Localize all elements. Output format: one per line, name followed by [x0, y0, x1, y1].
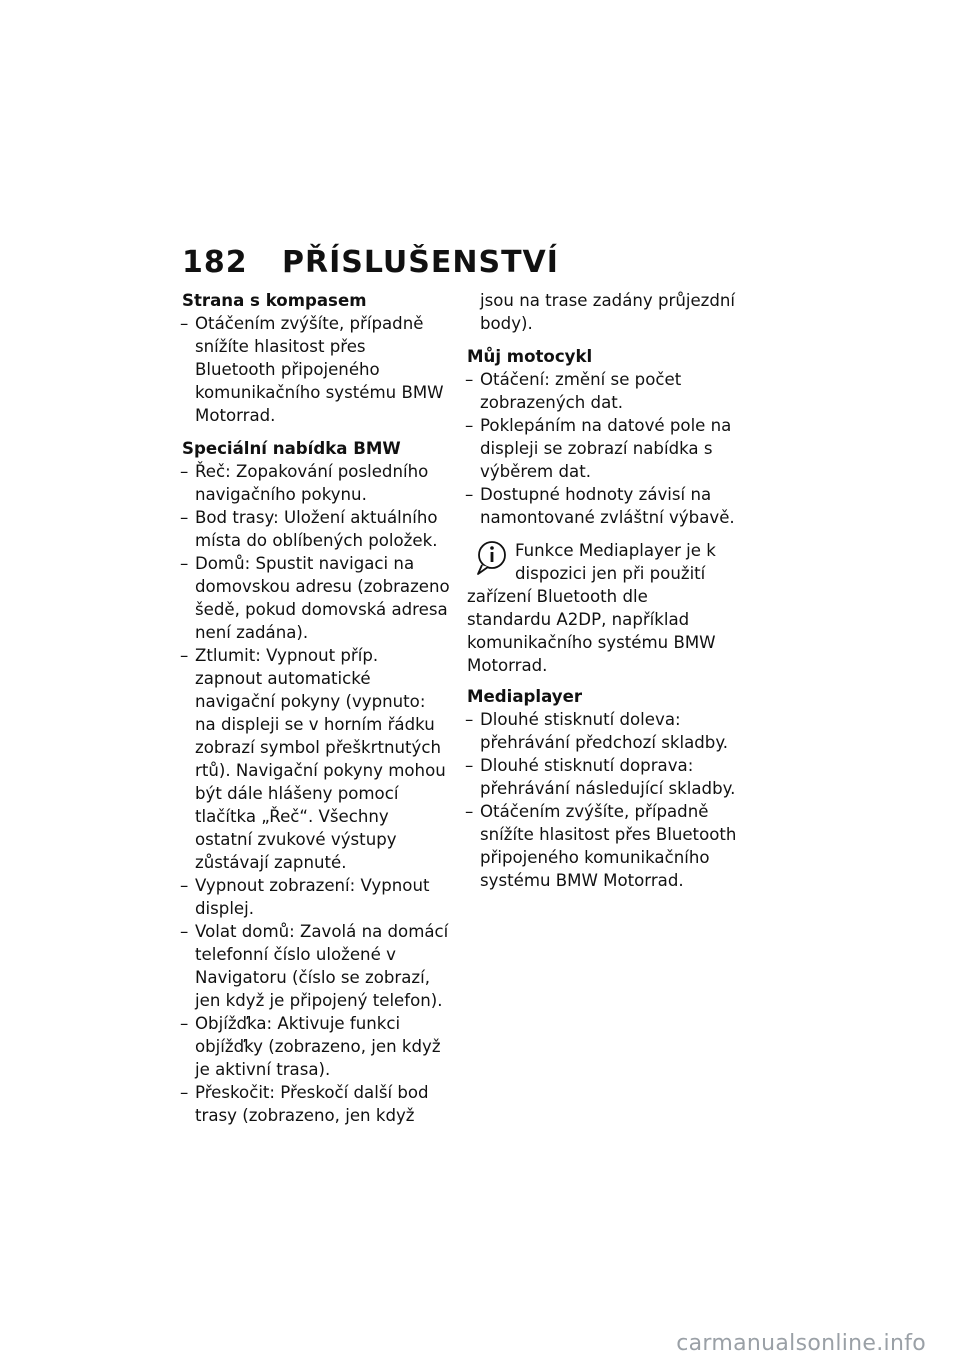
info-note: [467, 539, 737, 677]
dash-bullet: –: [180, 462, 189, 481]
list-item: [467, 414, 737, 483]
dash-bullet: –: [180, 1083, 189, 1102]
dash-bullet: –: [180, 876, 189, 895]
continued-text: jsou na trase zadány průjezdní body).: [480, 291, 736, 333]
list-item-text: Volat domů: Zavolá na domácí telefonní číslo uložené v Navigatoru (číslo se zobrazí, jen když je připojený telefon).: [195, 922, 449, 1010]
list-item: [467, 800, 737, 892]
info-icon: [475, 539, 509, 577]
dash-bullet: –: [465, 416, 474, 435]
page-header: [182, 243, 559, 283]
list-item: [467, 708, 737, 754]
list-item: [467, 754, 737, 800]
list-item-text: Přeskočit: Přeskočí další bod trasy (zobrazeno, jen když: [195, 1083, 429, 1125]
my-bike-list: [467, 368, 737, 529]
list-item-text: Domů: Spustit navigaci na domovskou adresu (zobrazeno šedě, pokud domovská adresa není zadána).: [195, 554, 450, 642]
list-item: [182, 506, 450, 552]
list-item: [182, 312, 450, 427]
left-column: [182, 289, 450, 1137]
section-heading-compass: Strana s kompasem: [182, 291, 367, 310]
note-text: Funkce Mediaplayer je k dispozici jen při použití zařízení Bluetooth dle standardu A2DP, například komunikačního systému BMW Motorrad.: [467, 541, 716, 675]
list-item-text: Otáčením zvýšíte, případně snížíte hlasitost přes Bluetooth připojeného komunikačního systému BMW Motorrad.: [195, 314, 444, 425]
dash-bullet: –: [465, 710, 474, 729]
dash-bullet: –: [180, 508, 189, 527]
watermark: carmanualsonline.info: [676, 1331, 926, 1356]
dash-bullet: –: [180, 646, 189, 665]
dash-bullet: –: [465, 370, 474, 389]
list-item: [182, 644, 450, 874]
page-number: 182: [182, 245, 248, 280]
list-item-text: Řeč: Zopakování posledního navigačního pokynu.: [195, 462, 429, 504]
dash-bullet: –: [180, 554, 189, 573]
special-menu-list: [182, 460, 450, 1127]
list-item-text: Dostupné hodnoty závisí na namontované zvláštní výbavě.: [480, 485, 735, 527]
section-heading-my-bike: Můj motocykl: [467, 347, 593, 366]
list-item-text: Dlouhé stisknutí doleva: přehrávání předchozí skladby.: [480, 710, 729, 752]
dash-bullet: –: [180, 922, 189, 941]
section-heading-special-menu: Speciální nabídka BMW: [182, 439, 401, 458]
list-item-text: Otáčením zvýšíte, případně snížíte hlasitost přes Bluetooth připojeného komunikačního systému BMW Motorrad.: [480, 802, 737, 890]
list-item: [467, 368, 737, 414]
list-item-text: Vypnout zobrazení: Vypnout displej.: [195, 876, 430, 918]
list-item: [182, 460, 450, 506]
list-item: [182, 552, 450, 644]
dash-bullet: –: [180, 314, 189, 333]
list-item-text: Otáčení: změní se počet zobrazených dat.: [480, 370, 682, 412]
dash-bullet: –: [465, 756, 474, 775]
list-item-text: Ztlumit: Vypnout příp. zapnout automatické navigační pokyny (vypnuto: na displeji se v horním řádku zobrazí symbol přeškrtnutých rtů). Navigační pokyny mohou být dále hlášeny pomocí tlačítka „Řeč“. Všechny ostatní zvukové výstupy zůstávají zapnuté.: [195, 646, 446, 872]
dash-bullet: –: [465, 802, 474, 821]
list-item-text: Objížďka: Aktivuje funkci objížďky (zobrazeno, jen když je aktivní trasa).: [195, 1014, 441, 1079]
dash-bullet: –: [180, 1014, 189, 1033]
list-item-text: Dlouhé stisknutí doprava: přehrávání následující skladby.: [480, 756, 736, 798]
section-heading-mediaplayer: Mediaplayer: [467, 687, 583, 706]
list-item: [467, 483, 737, 529]
mediaplayer-list: [467, 708, 737, 892]
compass-list: [182, 312, 450, 427]
list-item-text: Bod trasy: Uložení aktuálního místa do oblíbených položek.: [195, 508, 438, 550]
list-item: [182, 1081, 450, 1127]
list-item: [182, 1012, 450, 1081]
page-title: PŘÍSLUŠENSTVÍ: [282, 245, 559, 280]
list-item: [182, 874, 450, 920]
list-item-text: Poklepáním na datové pole na displeji se zobrazí nabídka s výběrem dat.: [480, 416, 732, 481]
list-item: [182, 920, 450, 1012]
right-column: [467, 289, 737, 902]
dash-bullet: –: [465, 485, 474, 504]
